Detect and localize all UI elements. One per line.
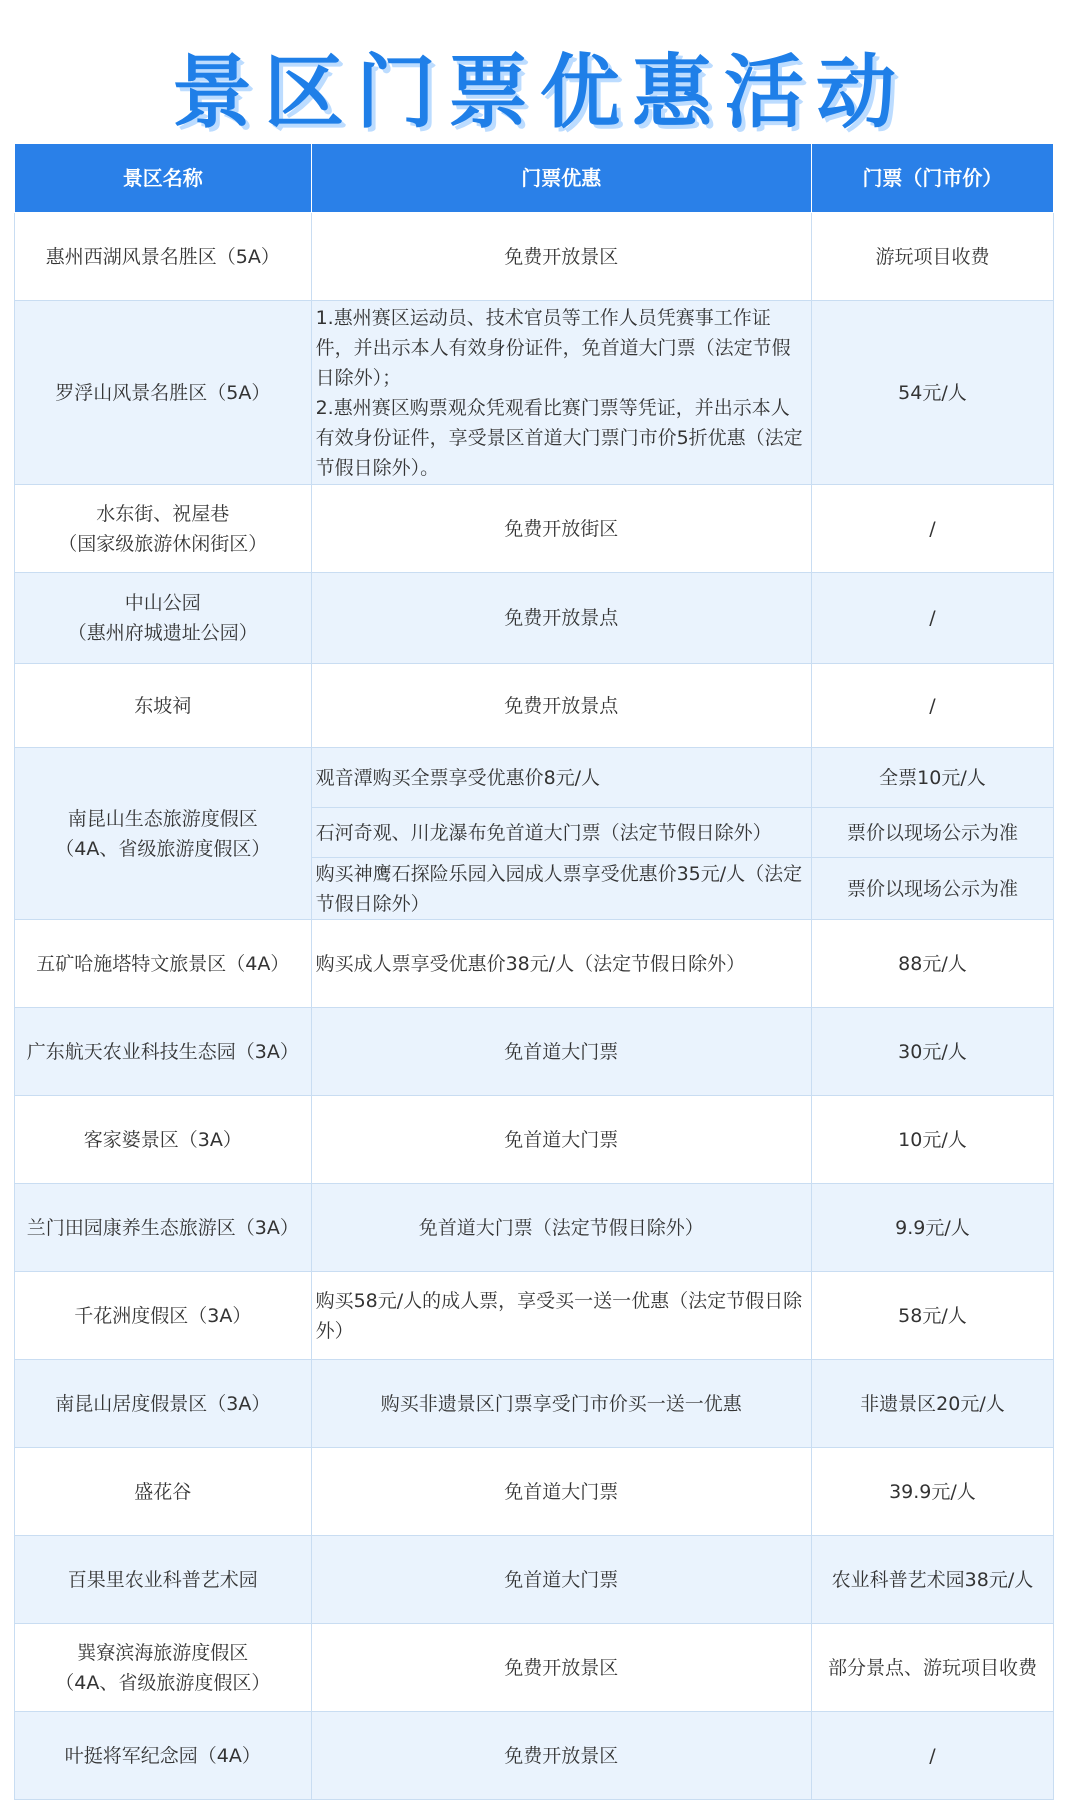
scenic-name-cell: 南昆山居度假景区（3A） [15,1360,312,1448]
page-title: 景区门票优惠活动 [172,45,908,139]
ticket-price-cell: / [811,485,1053,573]
ticket-price-cell: 39.9元/人 [811,1448,1053,1536]
table-row [15,1448,1054,1536]
ticket-price-cell: 部分景点、游玩项目收费 [811,1624,1053,1712]
ticket-offer-cell: 免费开放景区 [311,1624,811,1712]
ticket-offer-cell: 免首道大门票 [311,1536,811,1624]
ticket-price-cell: / [811,664,1053,748]
scenic-name-cell: 东坡祠 [15,664,312,748]
scenic-name-cell: 百果里农业科普艺术园 [15,1536,312,1624]
ticket-price-cell: 9.9元/人 [811,1184,1053,1272]
ticket-offer-table [14,143,1054,1800]
ticket-price-cell: 农业科普艺术园38元/人 [811,1536,1053,1624]
ticket-offer-cell: 石河奇观、川龙瀑布免首道大门票（法定节假日除外） [311,808,811,858]
table-row [15,1624,1054,1712]
table-row [15,1536,1054,1624]
header-ticket-price: 门票（门市价） [811,144,1053,213]
ticket-price-cell: 58元/人 [811,1272,1053,1360]
ticket-offer-cell: 免费开放景区 [311,213,811,301]
table-row [15,1184,1054,1272]
ticket-offer-cell: 免首道大门票 [311,1008,811,1096]
scenic-name-cell: 水东街、祝屋巷 （国家级旅游休闲街区） [15,485,312,573]
table-row [15,213,1054,301]
table-row [15,748,1054,808]
table-row [15,1272,1054,1360]
ticket-offer-cell: 1.惠州赛区运动员、技术官员等工作人员凭赛事工作证件，并出示本人有效身份证件，免首道大门票（法定节假日除外）； 2.惠州赛区购票观众凭观看比赛门票等凭证，并出示本人有效身份证件，享受景区首道大门票门市价5折优惠（法定节假日除外）。 [311,301,811,485]
scenic-name-cell: 客家婆景区（3A） [15,1096,312,1184]
ticket-offer-cell: 购买非遗景区门票享受门市价买一送一优惠 [311,1360,811,1448]
table-row [15,1096,1054,1184]
ticket-price-cell: 票价以现场公示为准 [811,808,1053,858]
scenic-name-cell: 千花洲度假区（3A） [15,1272,312,1360]
ticket-price-cell: / [811,1712,1053,1800]
ticket-offer-cell: 免费开放景区 [311,1712,811,1800]
table-row [15,573,1054,664]
ticket-offer-cell: 免首道大门票 [311,1096,811,1184]
table-row [15,1360,1054,1448]
ticket-price-cell: 游玩项目收费 [811,213,1053,301]
ticket-offer-cell: 免费开放街区 [311,485,811,573]
header-ticket-offer: 门票优惠 [311,144,811,213]
scenic-name-cell: 惠州西湖风景名胜区（5A） [15,213,312,301]
ticket-offer-cell: 免费开放景点 [311,573,811,664]
ticket-offer-cell: 免首道大门票（法定节假日除外） [311,1184,811,1272]
ticket-price-cell: 全票10元/人 [811,748,1053,808]
table-row [15,485,1054,573]
table-row [15,301,1054,485]
ticket-price-cell: 票价以现场公示为准 [811,858,1053,920]
ticket-offer-cell: 观音潭购买全票享受优惠价8元/人 [311,748,811,808]
scenic-name-cell: 中山公园 （惠州府城遗址公园） [15,573,312,664]
scenic-name-cell: 叶挺将军纪念园（4A） [15,1712,312,1800]
ticket-offer-cell: 购买成人票享受优惠价38元/人（法定节假日除外） [311,920,811,1008]
ticket-offer-cell: 免费开放景点 [311,664,811,748]
ticket-price-cell: 30元/人 [811,1008,1053,1096]
ticket-price-cell: / [811,573,1053,664]
table-row [15,920,1054,1008]
scenic-name-cell: 南昆山生态旅游度假区 （4A、省级旅游度假区） [15,748,312,920]
scenic-name-cell: 巽寮滨海旅游度假区 （4A、省级旅游度假区） [15,1624,312,1712]
ticket-offer-cell: 购买神鹰石探险乐园入园成人票享受优惠价35元/人（法定节假日除外） [311,858,811,920]
ticket-price-cell: 10元/人 [811,1096,1053,1184]
ticket-price-cell: 54元/人 [811,301,1053,485]
scenic-name-cell: 广东航天农业科技生态园（3A） [15,1008,312,1096]
scenic-name-cell: 罗浮山风景名胜区（5A） [15,301,312,485]
ticket-price-cell: 88元/人 [811,920,1053,1008]
table-header-row [15,144,1054,213]
table-row [15,1008,1054,1096]
scenic-name-cell: 五矿哈施塔特文旅景区（4A） [15,920,312,1008]
table-row [15,1712,1054,1800]
scenic-name-cell: 盛花谷 [15,1448,312,1536]
header-scenic-name: 景区名称 [15,144,312,213]
ticket-offer-cell: 免首道大门票 [311,1448,811,1536]
ticket-price-cell: 非遗景区20元/人 [811,1360,1053,1448]
table-row [15,664,1054,748]
scenic-name-cell: 兰门田园康养生态旅游区（3A） [15,1184,312,1272]
ticket-offer-cell: 购买58元/人的成人票，享受买一送一优惠（法定节假日除外） [311,1272,811,1360]
